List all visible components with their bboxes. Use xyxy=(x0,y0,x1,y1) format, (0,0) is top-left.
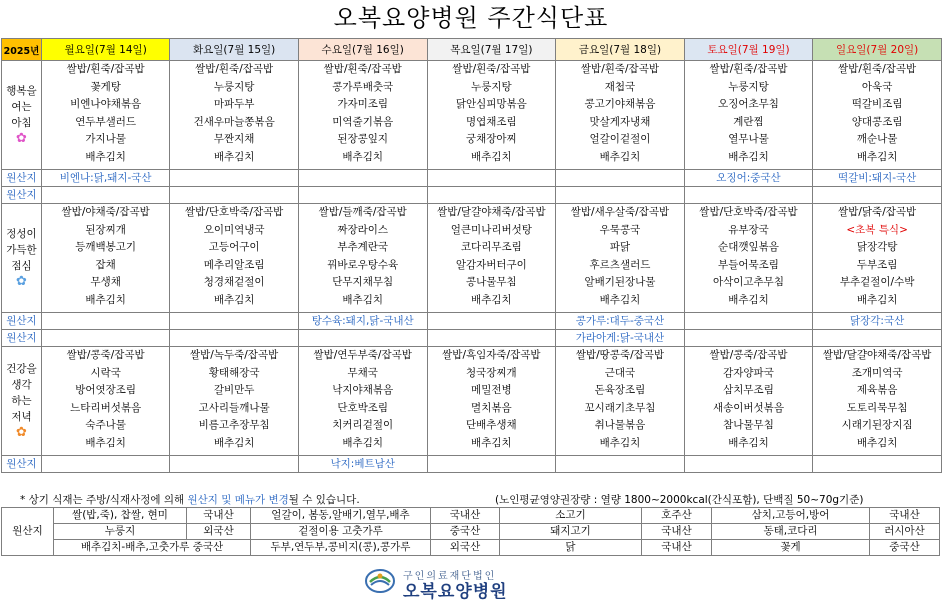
origin-table-cell: 중국산 xyxy=(870,540,940,556)
menu-item: 근대국 xyxy=(604,366,636,379)
menu-item: 우묵콩국 xyxy=(599,223,641,236)
day-header-row xyxy=(2,39,942,61)
menu-item: 가자미조림 xyxy=(337,98,389,110)
menu-item: 참나물무침 xyxy=(723,419,774,431)
menu-item: 멸치볶음 xyxy=(471,401,512,414)
page-title: 오복요양병원 주간식단표 xyxy=(333,4,609,32)
menu-item: 방어엿장조림 xyxy=(75,384,137,396)
menu-item: 오이미역냉국 xyxy=(203,223,265,236)
origin-table-row xyxy=(2,508,940,524)
weekly-menu-table xyxy=(1,38,942,473)
menu-item: 배추김치 xyxy=(728,150,769,163)
day-header-1: 화요일(7월 15일) xyxy=(170,39,299,61)
menu-item: 배추김치 xyxy=(85,436,126,449)
origin-cell xyxy=(813,330,942,347)
menu-item: 메밀전병 xyxy=(471,384,512,396)
menu-item: 떡갈비조림 xyxy=(851,98,903,110)
origin-table-cell: 쌀(밥,죽), 찹쌀, 현미 xyxy=(54,508,187,524)
origin-cell xyxy=(298,170,427,187)
origin-cell xyxy=(427,187,556,204)
menu-item: 아욱국 xyxy=(861,80,893,93)
menu-item: 누룽지탕 xyxy=(213,80,255,93)
menu-item: 쌀밥/흰죽/잡곡밥 xyxy=(709,63,788,75)
meal-label-line: 가득한 xyxy=(6,244,37,256)
origin-cell xyxy=(813,456,942,473)
menu-item: 알감자버터구이 xyxy=(455,258,527,271)
origin-cell xyxy=(170,330,299,347)
notice-highlight: 원산지 및 메뉴가 변경 xyxy=(187,494,289,506)
menu-item: 단무지채무침 xyxy=(332,276,394,288)
origin-cell: 낙지:베트남산 xyxy=(298,456,427,473)
origin-cell xyxy=(427,313,556,330)
origin-label: 원산지 xyxy=(2,313,42,330)
origin-cell xyxy=(298,187,427,204)
day-header-6: 일요일(7월 20일) xyxy=(813,39,942,61)
menu-item: 단호박조림 xyxy=(337,401,389,414)
notice-prefix: * 상기 식재는 주방/식재사정에 의해 xyxy=(20,494,188,506)
menu-item: 쌀밥/달걀야채죽/잡곡밥 xyxy=(822,349,932,361)
menu-item: 단배추생채 xyxy=(465,419,517,431)
menu-item: 치커리겉절이 xyxy=(332,419,394,431)
menu-item: 쌀밥/콩죽/잡곡밥 xyxy=(709,349,788,361)
menu-item: 쌀밥/흰죽/잡곡밥 xyxy=(580,63,659,75)
menu-item: 낙지야채볶음 xyxy=(332,384,394,396)
origin-cell xyxy=(170,456,299,473)
origin-cell xyxy=(41,330,169,347)
menu-item: 쌀밥/흰죽/잡곡밥 xyxy=(66,63,145,75)
notice-suffix: 될 수 있습니다. xyxy=(288,494,360,506)
origin-cell: 닭장각:국산 xyxy=(813,313,942,330)
menu-item: 고사리들깨나물 xyxy=(198,401,270,414)
flower-icon: ✿ xyxy=(16,131,27,146)
menu-cell xyxy=(556,61,685,170)
menu-item: 누룽지탕 xyxy=(728,80,769,93)
menu-cell xyxy=(556,204,685,313)
meal-row-0 xyxy=(2,61,942,170)
day-header-2: 수요일(7월 16일) xyxy=(298,39,427,61)
day-header-5: 토요일(7월 19일) xyxy=(684,39,813,61)
origin-cell: 탕수육:돼지,닭-국내산 xyxy=(298,313,427,330)
menu-item: 새송이버섯볶음 xyxy=(712,401,784,414)
menu-item: 두부조림 xyxy=(856,258,898,271)
origin-cell xyxy=(427,456,556,473)
menu-cell xyxy=(298,204,427,313)
menu-item: 마파두부 xyxy=(213,98,255,110)
menu-item: 쌀밥/새우살죽/잡곡밥 xyxy=(570,206,670,218)
menu-item: 쌀밥/야채죽/잡곡밥 xyxy=(61,206,150,218)
menu-item: 콩고기야채볶음 xyxy=(584,98,656,110)
menu-item: 배추김치 xyxy=(856,293,898,306)
menu-item: 숙주나물 xyxy=(85,419,126,431)
origin-table-cell: 꽃게 xyxy=(712,540,870,556)
menu-item: 얼갈이겉절이 xyxy=(589,133,651,145)
menu-item: 알배기된장나물 xyxy=(584,276,656,288)
menu-cell xyxy=(41,204,169,313)
meal-label-0 xyxy=(2,61,42,170)
menu-item: 쌀밥/흰죽/잡곡밥 xyxy=(323,63,402,75)
origin-cell xyxy=(298,330,427,347)
menu-item: 누룽지탕 xyxy=(471,80,512,93)
flower-icon: ✿ xyxy=(16,425,27,440)
origin-cell xyxy=(170,170,299,187)
menu-item: 제육볶음 xyxy=(856,384,898,396)
origin-cell xyxy=(170,313,299,330)
menu-item: 콩가루배춧국 xyxy=(332,80,394,93)
menu-cell xyxy=(298,61,427,170)
origin-table-cell: 닭 xyxy=(500,540,642,556)
menu-item: 취나물볶음 xyxy=(594,419,646,431)
origin-cell xyxy=(684,330,813,347)
menu-item: 된장콩잎지 xyxy=(337,133,389,145)
origin-label: 원산지 xyxy=(2,330,42,347)
origin-cell xyxy=(813,187,942,204)
menu-item: 배추김치 xyxy=(728,293,769,306)
menu-item: 양대콩조림 xyxy=(851,115,903,128)
menu-item: 꿔바로우탕수육 xyxy=(327,258,399,271)
meal-label-2 xyxy=(2,347,42,456)
menu-cell xyxy=(170,204,299,313)
menu-item: 느타리버섯볶음 xyxy=(70,401,142,414)
origin-cell: 가라아게:닭-국내산 xyxy=(556,330,685,347)
menu-cell xyxy=(170,61,299,170)
menu-item: 쌀밥/단호박죽/잡곡밥 xyxy=(184,206,284,218)
menu-item: 코다리무조림 xyxy=(460,241,522,253)
menu-cell xyxy=(684,347,813,456)
menu-cell xyxy=(684,204,813,313)
menu-cell xyxy=(298,347,427,456)
day-header-0: 월요일(7월 14일) xyxy=(41,39,169,61)
menu-item: 쌀밥/들깨죽/잡곡밥 xyxy=(318,206,407,218)
menu-item: 명엽채조림 xyxy=(465,115,517,128)
menu-item: 맛살게자냉채 xyxy=(589,115,651,128)
origin-cell: 떡갈비:돼지-국산 xyxy=(813,170,942,187)
origin-row xyxy=(2,187,942,204)
menu-item: 건새우마늘쫑볶음 xyxy=(193,115,275,128)
menu-item: 쌀밥/흰죽/잡곡밥 xyxy=(195,63,274,75)
origin-table-cell: 얼갈이, 봄동,알배기,열무,배추 xyxy=(251,508,431,524)
menu-cell xyxy=(427,204,556,313)
menu-item: 잡채 xyxy=(95,258,116,271)
menu-item: <초복 특식> xyxy=(846,223,908,236)
meal-row-1 xyxy=(2,204,942,313)
origin-cell xyxy=(41,456,169,473)
meal-label-line: 건강을 xyxy=(6,363,37,375)
hospital-logo xyxy=(355,566,565,602)
meal-row-2 xyxy=(2,347,942,456)
menu-cell xyxy=(41,61,169,170)
menu-item: 황태해장국 xyxy=(208,366,260,379)
menu-cell xyxy=(813,61,942,170)
menu-item: 재첩국 xyxy=(604,80,636,93)
menu-item: 배추김치 xyxy=(856,150,898,163)
menu-item: 배추김치 xyxy=(213,436,255,449)
menu-item: 배추김치 xyxy=(599,436,641,449)
menu-item: 연두부샐러드 xyxy=(75,115,137,128)
menu-item: 쌀밥/땅콩죽/잡곡밥 xyxy=(575,349,665,361)
origin-cell xyxy=(556,170,685,187)
origin-cell xyxy=(427,170,556,187)
origin-table-cell: 누룽지 xyxy=(54,524,187,540)
menu-item: 닭안심피망볶음 xyxy=(455,98,527,110)
menu-item: 꽃게탕 xyxy=(90,80,121,93)
origin-table-cell: 소고기 xyxy=(500,508,642,524)
menu-item: 쌀밥/흰죽/잡곡밥 xyxy=(838,63,917,75)
menu-item: 배추김치 xyxy=(213,293,255,306)
menu-item: 삼치무조림 xyxy=(723,384,774,396)
menu-item: 꼬시래기초무침 xyxy=(584,401,656,414)
menu-item: 도토리묵무침 xyxy=(846,401,908,414)
menu-item: 쌀밥/흰죽/잡곡밥 xyxy=(452,63,531,75)
menu-item: 짜장라이스 xyxy=(337,223,389,236)
origin-row xyxy=(2,456,942,473)
origin-cell xyxy=(684,187,813,204)
origin-cell xyxy=(556,456,685,473)
menu-item: 배추김치 xyxy=(342,436,383,449)
origin-table-cell: 외국산 xyxy=(187,524,251,540)
origin-cell xyxy=(684,313,813,330)
origin-table-cell: 삼치,고등어,방어 xyxy=(712,508,870,524)
menu-item: 배추김치 xyxy=(85,293,126,306)
menu-item: 비름고추장무침 xyxy=(198,419,270,431)
nutrition-guideline: (노인평균영양권장량 : 열량 1800~2000kcal(간식포함), 단백질 50~70g기준) xyxy=(495,494,864,506)
origin-row xyxy=(2,313,942,330)
menu-item: 배추김치 xyxy=(342,150,383,163)
menu-item: 배추김치 xyxy=(85,150,126,163)
origin-cell xyxy=(41,313,169,330)
menu-item: 쌀밥/단호박죽/잡곡밥 xyxy=(699,206,798,218)
menu-item: 계란찜 xyxy=(733,115,764,128)
menu-item: 순대깻잎볶음 xyxy=(718,241,779,253)
origin-table-cell: 돼지고기 xyxy=(500,524,642,540)
menu-item: 등깨백봉고기 xyxy=(75,241,137,253)
menu-item: 배추김치 xyxy=(599,150,641,163)
meal-label-line: 점심 xyxy=(11,260,32,272)
origin-label: 원산지 xyxy=(2,170,42,187)
origin-table-cell: 외국산 xyxy=(431,540,500,556)
origin-table-cell: 국내산 xyxy=(431,508,500,524)
menu-cell xyxy=(813,204,942,313)
menu-item: 비엔나야채볶음 xyxy=(70,98,142,110)
menu-item: 부들어묵조림 xyxy=(718,258,779,271)
origin-cell xyxy=(556,187,685,204)
menu-item: 배추김치 xyxy=(471,150,512,163)
origin-cell: 오징어:중국산 xyxy=(684,170,813,187)
meal-label-1 xyxy=(2,204,42,313)
menu-item: 무짠지채 xyxy=(213,133,255,145)
origin-table-cell: 겉절이용 고춧가루 xyxy=(251,524,431,540)
menu-item: 유부장국 xyxy=(728,223,769,236)
origin-cell xyxy=(41,187,169,204)
origin-table-cell: 국내산 xyxy=(870,508,940,524)
origin-table-label: 원산지 xyxy=(2,508,54,556)
menu-item: 후르츠샐러드 xyxy=(589,258,651,271)
origin-table-cell: 국내산 xyxy=(642,524,712,540)
menu-item: 배추김치 xyxy=(213,150,255,163)
menu-cell xyxy=(427,347,556,456)
menu-cell xyxy=(427,61,556,170)
origin-row xyxy=(2,330,942,347)
menu-item: 가지나물 xyxy=(85,133,126,145)
menu-item: 배추김치 xyxy=(471,436,512,449)
menu-item: 시래기된장지짐 xyxy=(841,419,913,431)
menu-item: 갈비만두 xyxy=(213,384,255,396)
menu-item: 돈육장조림 xyxy=(594,384,646,396)
origin-cell xyxy=(427,330,556,347)
menu-item: 닭장각탕 xyxy=(856,241,898,253)
meal-label-line: 정성이 xyxy=(6,228,37,240)
menu-item: 아삭이고추무침 xyxy=(712,276,784,288)
origin-table-cell: 호주산 xyxy=(642,508,712,524)
origin-table-cell: 배추김치-배추,고춧가루 중국산 xyxy=(54,540,251,556)
day-header-4: 금요일(7월 18일) xyxy=(556,39,685,61)
origin-row xyxy=(2,170,942,187)
menu-item: 얼큰미나리버섯탕 xyxy=(450,223,532,236)
origin-table-cell: 국내산 xyxy=(642,540,712,556)
menu-item: 파닭 xyxy=(609,241,631,253)
menu-item: 무생채 xyxy=(90,276,121,288)
menu-item: 조개미역국 xyxy=(851,366,903,379)
menu-item: 배추김치 xyxy=(856,436,898,449)
menu-item: 쌀밥/흑임자죽/잡곡밥 xyxy=(442,349,541,361)
origin-table-row xyxy=(2,540,940,556)
menu-cell xyxy=(684,61,813,170)
meal-label-line: 여는 xyxy=(11,101,32,113)
flower-icon: ✿ xyxy=(16,274,27,289)
menu-item: 시락국 xyxy=(90,366,121,379)
logo-subtitle: 구인의료재단법인 xyxy=(403,571,497,582)
origin-table-cell: 동태,코다리 xyxy=(712,524,870,540)
origin-label: 원산지 xyxy=(2,187,42,204)
menu-item: 부추계란국 xyxy=(337,241,389,253)
menu-item: 청국장찌개 xyxy=(465,366,517,379)
menu-item: 배추김치 xyxy=(471,293,512,306)
logo-name: 오복요양병원 xyxy=(403,582,508,602)
origin-table-cell: 국내산 xyxy=(187,508,251,524)
menu-item: 배추김치 xyxy=(728,436,769,449)
hospital-logo-icon xyxy=(365,568,395,594)
menu-item: 감자양파국 xyxy=(723,366,774,379)
meal-label-line: 생각 xyxy=(11,379,32,391)
origin-table xyxy=(1,507,940,556)
origin-table-cell: 두부,연두부,콩비지(콩),콩가루 xyxy=(251,540,431,556)
menu-item: 쌀밥/녹두죽/잡곡밥 xyxy=(190,349,279,361)
origin-label: 원산지 xyxy=(2,456,42,473)
meal-label-line: 행복을 xyxy=(6,85,37,97)
menu-item: 열무나물 xyxy=(728,133,769,145)
day-header-3: 목요일(7월 17일) xyxy=(427,39,556,61)
menu-item: 청경채겉절이 xyxy=(203,276,265,288)
menu-item: 미역줄기볶음 xyxy=(332,115,394,128)
menu-item: 메추리알조림 xyxy=(203,258,265,271)
origin-cell: 콩가루:대두-중국산 xyxy=(556,313,685,330)
menu-item: 오징어초무침 xyxy=(718,98,779,110)
notice xyxy=(20,492,360,507)
menu-cell xyxy=(170,347,299,456)
menu-item: 쌀밥/연두부죽/잡곡밥 xyxy=(313,349,412,361)
menu-item: 고등어구이 xyxy=(208,241,260,253)
menu-item: 쌀밥/콩죽/잡곡밥 xyxy=(66,349,145,361)
year-cell: 2025년 xyxy=(2,39,42,61)
menu-item: 무채국 xyxy=(347,366,378,379)
menu-item: 쌀밥/닭죽/잡곡밥 xyxy=(838,206,917,218)
origin-table-row xyxy=(2,524,940,540)
origin-table-cell: 중국산 xyxy=(431,524,500,540)
menu-cell xyxy=(556,347,685,456)
menu-item: 부추겉절이/수박 xyxy=(839,276,915,288)
menu-cell xyxy=(813,347,942,456)
origin-table-cell: 러시아산 xyxy=(870,524,940,540)
meal-label-line: 하는 xyxy=(11,395,32,407)
menu-item: 배추김치 xyxy=(599,293,641,306)
menu-item: 궁채장아찌 xyxy=(465,133,517,145)
origin-cell xyxy=(684,456,813,473)
menu-cell xyxy=(41,347,169,456)
menu-item: 된장찌개 xyxy=(85,223,126,236)
menu-item: 콩나물무침 xyxy=(465,276,517,288)
meal-label-line: 저녁 xyxy=(11,411,32,423)
menu-item: 쌀밥/달걀야채죽/잡곡밥 xyxy=(437,206,546,218)
menu-item: 깨순나물 xyxy=(856,133,898,145)
menu-item: 배추김치 xyxy=(342,293,383,306)
origin-cell xyxy=(170,187,299,204)
origin-cell: 비엔나:닭,돼지-국산 xyxy=(41,170,169,187)
meal-label-line: 아침 xyxy=(11,117,32,129)
